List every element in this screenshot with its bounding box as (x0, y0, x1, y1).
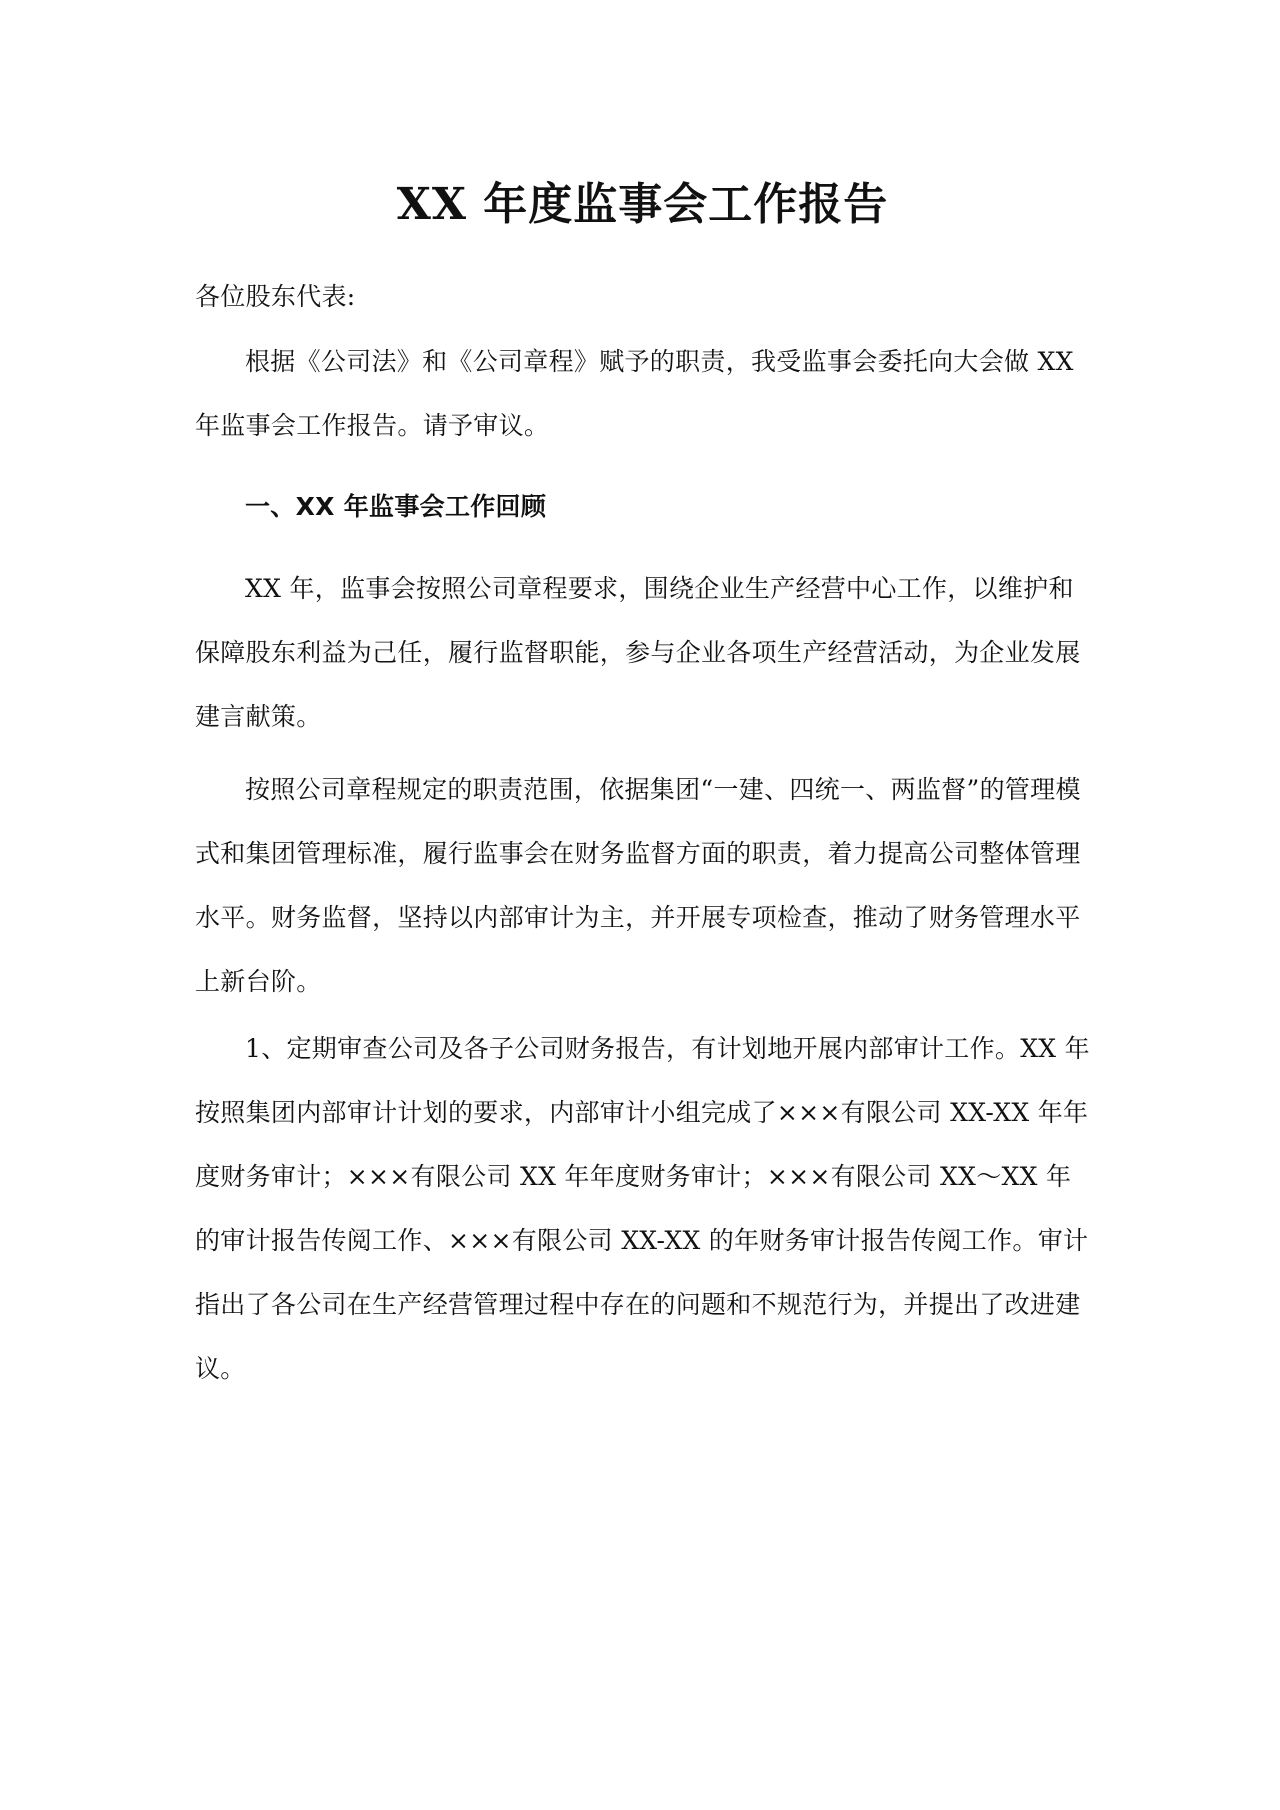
paragraph-intro: 根据《公司法》和《公司章程》赋予的职责，我受监事会委托向大会做 XX 年监事会工作报告。请予审议。 (195, 347, 1074, 440)
document-title: XX 年度监事会工作报告 (396, 179, 889, 230)
paragraph-2: 按照公司章程规定的职责范围，依据集团“一建、四统一、两监督”的管理模式和集团管理标准，履行监事会在财务监督方面的职责，着力提高公司整体管理水平。财务监督，坚持以内部审计为主，并开展专项检查，推动了财务管理水平上新台阶。 (195, 775, 1081, 996)
salutation: 各位股东代表: (195, 282, 356, 311)
section-heading-1: 一、XX 年监事会工作回顾 (245, 492, 547, 521)
paragraph-3: 1、定期审查公司及各子公司财务报告，有计划地开展内部审计工作。XX 年按照集团内部审计计划的要求，内部审计小组完成了×××有限公司 XX-XX 年年度财务审计；×××有限公司 XX 年年度财务审计；×××有限公司 XX～XX 年的审计报告传阅工作、×××有限公司 XX-XX 的年财务审计报告传阅工作。审计指出了各公司在生产经营管理过程中存在的问题和不规范行为，并提出了改进建议。 (195, 1034, 1090, 1383)
paragraph-1: XX 年，监事会按照公司章程要求，围绕企业生产经营中心工作，以维护和保障股东利益为己任，履行监督职能，参与企业各项生产经营活动，为企业发展建言献策。 (195, 574, 1081, 731)
